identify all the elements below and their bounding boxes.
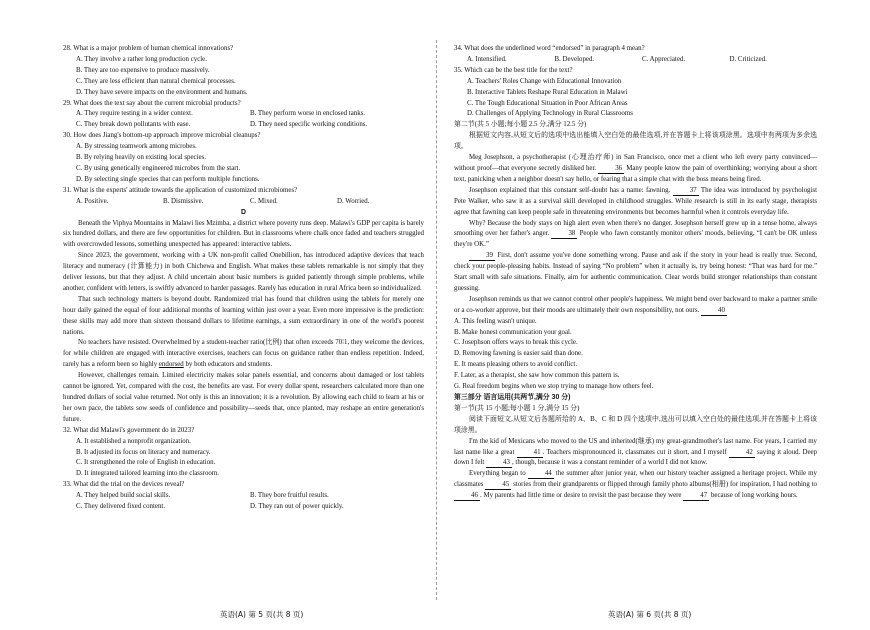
choice-b: B. Make honest communication your goal. — [454, 328, 572, 336]
seven-choose-five-paragraph-4 — [454, 251, 817, 295]
q32-option-a: A. It established a nonprofit organization. — [76, 437, 191, 445]
page-footer-right: 英语(A) 第 6 页(共 8 页) — [608, 610, 692, 619]
question-33-stem: 33. What did the trial on the devices reveal? — [63, 481, 185, 489]
q32-option-d: D. It integrated tailored learning into the classroom. — [76, 470, 219, 478]
q31-option-a: A. Positive. — [76, 197, 109, 205]
blank-46[interactable]: 46 — [454, 491, 480, 501]
q32-option-b: B. It adjusted its focus on literacy and numeracy. — [76, 448, 211, 456]
question-34-stem: 34. What does the underlined word “endorsed” in paragraph 4 mean? — [454, 45, 645, 52]
part-3-section-1-header: 第一节(共 15 小题;每小题 1 分,满分 15 分) — [454, 404, 580, 412]
blank-39[interactable]: 39 — [469, 251, 495, 261]
passage-d-paragraph-1: Beneath the Viphya Mountains in Malawi lies Mzimba, a district where poverty runs deep. Malawi's GDP per capita is barely six hundred dollars, and there are few opportunities for children. But in classrooms where chalk once faded and teachers struggled with overcrowded lessons, something unexpected has appeared: interactive tablets. — [63, 219, 424, 249]
left-column — [63, 44, 424, 513]
paragraph-text: The idea was introduced by psychologist Pete Walker, who saw it as a survival skill developed in childhood struggles. While research is still in its early stage, therapists agree that fawning can keep people safe in threatening environments but becomes harmful when it controls everyday life. — [454, 186, 818, 216]
q35-option-d: D. Challenges of Applying Technology in Rural Classrooms — [467, 110, 633, 118]
seven-choose-five-paragraph-1 — [454, 153, 817, 186]
q29-options-row1 — [63, 109, 424, 120]
q30-option-b: B. By relying heavily on existing local species. — [76, 154, 206, 162]
blank-43[interactable]: 43 — [486, 458, 512, 468]
question-30-stem: 30. How does Jiang's bottom-up approach improve microbial cleanups? — [63, 132, 261, 140]
q29-option-b: B. They perform worse in enclosed tanks. — [250, 110, 366, 118]
part-3-header: 第三部分 语言运用(共两节,满分 30 分) — [454, 394, 571, 401]
paragraph-text: Josephson reminds us that we cannot control other people's happiness. We might bend over backward to make a partner smile or a co-worker approve, but their moods are ultimately their own responsibility, not ours. — [454, 295, 817, 314]
blank-37[interactable]: 37 — [673, 186, 699, 196]
seven-choose-five-paragraph-3 — [454, 219, 817, 252]
seven-choose-five-paragraph-5 — [454, 295, 817, 317]
blank-45[interactable]: 45 — [485, 480, 511, 490]
q35-option-b: B. Interactive Tablets Reshape Rural Education in Malawi — [467, 88, 628, 96]
q33-options-row1 — [63, 491, 424, 502]
underlined-word-endorsed: endorsed — [158, 361, 184, 369]
q32-option-c: C. It strengthened the role of English in education. — [76, 459, 216, 467]
choice-a: A. This feeling wasn't unique. — [454, 317, 537, 325]
section-2-header: 第二节(共 5 小题;每小题 2.5 分,满分 12.5 分) — [454, 121, 587, 129]
section-2-instructions: 根据短文内容,从短文后的选项中选出能填入空白处的最佳选项,并在答题卡上将该项涂黑。选项中有两项为多余选项。 — [454, 132, 817, 151]
passage-d-paragraph-2: Since 2023, the government, working with a UK non-profit called Onebillion, has introduced adaptive devices that teach literacy and numeracy (计算能力) in both Chichewa and English. What makes these tablets remarkable is not simply that they deliver lessons, but that they adjust. A child uncertain about basic numbers is guided patiently through simple problems, while another, confident with letters, is swiftly advanced to harder passages. Rarely has education in rural Africa been so individualized. — [63, 252, 424, 292]
passage-d-paragraph-3: That such technology matters is beyond doubt. Randomized trial has found that children using the tablets for merely one hour daily gained the equal of four additional months of learning within just over a year. Even more impressive is the prediction: these skills may add more than sixteen thousand dollars to lifetime earnings, a sum extraordinary in one of the world's poorest nations. — [63, 295, 424, 336]
paragraph-text: . My parents had little time or desire to revisit the past because they were — [480, 492, 684, 500]
question-32-stem: 32. What did Malawi's government do in 2023? — [63, 426, 195, 434]
passage-d-paragraph-4: No teachers have resisted. Overwhelmed by a student-teacher ratio(比例) that often exceeds 70∶1, they welcome the devices, for while children are engaged with interactive exercises, teachers can focus on guidance rather than endless repetition. Indeed, rarely has a reform been so highly endorsed by both educators and students. — [63, 339, 424, 369]
q30-option-a: A. By stressing teamwork among microbes. — [76, 143, 197, 151]
question-29-stem: 29. What does the text say about the current microbial products? — [63, 99, 241, 107]
q29-option-a: A. They require testing in a wider context. — [76, 110, 193, 118]
choice-e: E. It means pleasing others to avoid conflict. — [454, 361, 578, 369]
q34-options — [454, 55, 817, 66]
blank-41[interactable]: 41 — [517, 448, 543, 458]
page-footer-left: 英语(A) 第 5 页(共 8 页) — [220, 610, 304, 619]
blank-44[interactable]: 44 — [528, 469, 554, 479]
q33-option-c: C. They delivered fixed content. — [76, 503, 166, 511]
q33-options-row2 — [63, 502, 424, 513]
paragraph-text: the summer after junior year, when our history teacher assigned a heritage project. While my classmates — [454, 470, 817, 489]
q31-option-c: C. Mixed. — [250, 197, 278, 205]
q28-option-d: D. They have severe impacts on the environment and humans. — [76, 88, 248, 96]
choice-c: C. Josephson offers ways to break this cycle. — [454, 339, 578, 347]
q28-option-b: B. They are too expensive to produce massively. — [76, 66, 210, 74]
q30-option-d: D. By selecting single species that can perform multiple functions. — [76, 175, 260, 183]
q31-option-d: D. Worried. — [337, 197, 370, 205]
paragraph-text: Meg Josephson, a psychotherapist (心理治疗师) in San Francisco, once met a client who left every party convinced—without proof—that everyone secretly disliked her. — [454, 154, 817, 172]
q34-option-c: C. Appreciated. — [642, 55, 686, 63]
q31-options — [63, 197, 424, 208]
cloze-paragraph-2 — [454, 469, 817, 502]
paragraph-text: stories from their grandparents or flipped through family photo albums(相册) for inspiration, I had nothing to — [511, 481, 817, 489]
q34-option-a: A. Intensified. — [467, 55, 507, 63]
q29-option-c: C. They break down pollutants with ease. — [76, 121, 191, 129]
paragraph-text: Everything began to — [469, 470, 528, 478]
paragraph-text: . Teachers mispronounced it, classmates cut it short, and I myself — [542, 448, 729, 456]
q28-option-c: C. They are less efficient than natural chemical processes. — [76, 77, 236, 85]
q34-option-b: B. Developed. — [554, 55, 595, 63]
section-d-heading: D — [241, 208, 246, 216]
paragraph-text: I'm the kid of Mexicans who moved to the US and inherited(继承) my great-grandmother's last name. For years, I carried my last name like a great — [454, 437, 817, 456]
q28-option-a: A. They involve a rather long production cycle. — [76, 55, 207, 63]
question-31-stem: 31. What is the experts' attitude towards the application of customized microbiomes? — [63, 186, 298, 194]
choice-d: D. Removing fawning is easier said than done. — [454, 350, 583, 358]
q33-option-d: D. They ran out of power quickly. — [250, 503, 344, 511]
blank-42[interactable]: 42 — [729, 448, 755, 458]
blank-47[interactable]: 47 — [683, 491, 709, 501]
right-column — [454, 44, 817, 502]
paragraph-text: because of long working hours. — [709, 492, 798, 500]
paragraph-text: Many people know the pain of overthinking; worrying about a short text, panicking when a neighbor doesn't say hello, or fearing that a simple chat with the boss means being fired. — [454, 164, 817, 183]
blank-36[interactable]: 36 — [598, 164, 624, 174]
choice-g: G. Real freedom begins when we stop trying to manage how others feel. — [454, 383, 654, 391]
cloze-paragraph-1 — [454, 437, 817, 470]
q35-option-c: C. The Tough Educational Situation in Poor African Areas — [467, 99, 628, 107]
question-35-stem: 35. Which can be the best title for the text? — [454, 66, 573, 74]
q30-option-c: C. By using genetically engineered microbes from the start. — [76, 164, 241, 172]
paragraph-text: People who fawn constantly monitor others' moods, believing, “I can't be OK unless they're OK.” — [454, 230, 817, 249]
paragraph-text: First, don't assume you've done something wrong. Pause and ask if the story in your head is really true. Second, check your people-pleasing habits. Instead of saying “No problem” when it actually is, try being honest: “That was hard for me.” Start small with safe situations. Finally, aim for authentic communication. Clear words build stronger relationships than constant guessing. — [454, 252, 817, 292]
q33-option-a: A. They helped build social skills. — [76, 492, 171, 500]
blank-40[interactable]: 40 — [701, 306, 727, 316]
blank-38[interactable]: 38 — [551, 229, 577, 239]
q29-options-row2 — [63, 120, 424, 131]
paragraph-text: Why? Because the body stays on high alert even when there's no danger. Josephson herself grew up in a tense home, always smoothing over her father's anger. — [454, 219, 817, 238]
paragraph-text: saying it aloud. Deep down I felt — [454, 448, 818, 467]
q35-option-a: A. Teachers' Roles Change with Educational Innovation — [467, 77, 622, 85]
part-3-instructions: 阅读下面短文,从短文后各题所给的 A、B、C 和 D 四个选项中,选出可以填入空白处的最佳选项,并在答题卡上将该项涂黑。 — [454, 415, 817, 434]
passage-d-paragraph-5: However, challenges remain. Limited electricity makes solar panels essential, and concerns about damaged or lost tablets cannot be ignored. Yet, compared with the cost, the benefits are vast. For every dollar spent, researchers calculated more than one hundred dollars of social value returned. Not only is this an innovation; it is a revolution. By allowing each child to learn at his or her own pace, the tablets sow seeds of confidence and possibility—seeds that, once planted, may reshape an entire generation's future. — [63, 372, 424, 423]
column-divider — [436, 40, 437, 600]
seven-choose-five-paragraph-2 — [454, 186, 817, 219]
choice-f: F. Later, as a therapist, she saw how common this pattern is. — [454, 372, 620, 380]
question-28-stem: 28. What is a major problem of human chemical innovations? — [63, 45, 234, 52]
paragraph-text: , though, because it was a constant reminder of a world I did not know. — [511, 459, 708, 467]
paragraph-text: Josephson explained that this constant self-doubt has a name: fawning. — [469, 186, 673, 194]
q29-option-d: D. They need specific working conditions. — [250, 121, 368, 129]
q31-option-b: B. Dismissive. — [163, 197, 204, 205]
q34-option-d: D. Criticized. — [729, 55, 767, 63]
q33-option-b: B. They bore fruitful results. — [250, 492, 329, 500]
